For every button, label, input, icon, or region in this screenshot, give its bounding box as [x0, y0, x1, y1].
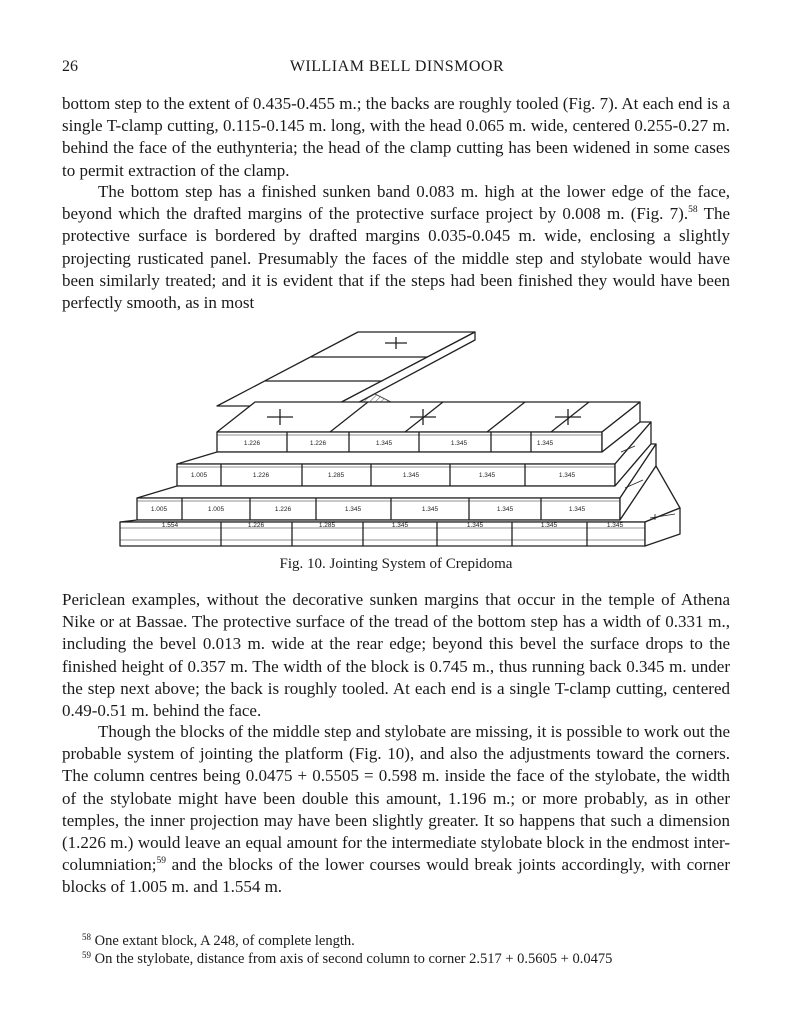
- bottom-step-label-4: 1.345: [344, 506, 362, 513]
- footnote-ref-59[interactable]: 59: [156, 856, 166, 867]
- page-number: 26: [62, 58, 78, 75]
- paragraph-3: Periclean examples, without the decorative sunken margins that occur in the temple of Athena Nike or at Bassae. The protective surface of the tread of the bottom step has a width of 0.331 m., including the bevel 0.013 m. wide at the rear edge; beyond this bevel the surface drops to the finished height of 0.357 m. The width of the block is 0.745 m., thus running back 0.345 m. under the step next above; the back is roughly tooled. At each end is a single T-clamp cutting, centered 0.49-0.51 m. behind the face.: [62, 590, 730, 721]
- paragraph-2-part-b: The protective surface is bordered by drafted margins 0.035-0.045 m. wide, enclosing a slightly projecting rusticated panel. Presumably the faces of the middle step and stylobate would have been similarly treated; and it is evident that if the steps had been finished they would have been perfectly smooth, as in most: [62, 204, 731, 313]
- paragraph-4-part-b: and the blocks of the lower courses would break joints accordingly, with corner blocks of 1.005 m. and 1.554 m.: [62, 855, 730, 897]
- bottom-step-label-5: 1.345: [421, 506, 439, 513]
- crepidoma-jointing-figure: [115, 328, 685, 558]
- middle-step-label-6: 1.345: [558, 472, 576, 479]
- euthynteria-label-4: 1.345: [391, 522, 409, 529]
- running-head: WILLIAM BELL DINSMOOR: [289, 58, 505, 75]
- bottom-step-label-3: 1.226: [274, 506, 292, 513]
- middle-step-label-2: 1.226: [252, 472, 270, 479]
- bottom-step-label-2: 1.005: [207, 506, 225, 513]
- footnote-58-mark: 58: [82, 932, 91, 942]
- footnote-59: [82, 950, 742, 968]
- footnote-59-text: On the stylobate, distance from axis of second column to corner 2.517 + 0.5605 + 0.0475: [94, 951, 613, 967]
- euthynteria-label-3: 1.285: [318, 522, 336, 529]
- footnote-ref-58[interactable]: 58: [688, 205, 698, 216]
- euthynteria-label-2: 1.226: [247, 522, 265, 529]
- middle-step-label-3: 1.285: [327, 472, 345, 479]
- footnote-59-mark: 59: [82, 950, 91, 960]
- paragraph-2: [62, 181, 730, 314]
- paragraph-4-part-a: Though the blocks of the middle step and stylobate are missing, it is possible to work out the probable system of jointing the platform (Fig. 10), and also the adjustments toward the corners. The column centres being 0.0475 + 0.5505 = 0.598 m. inside the face of the stylobate, the width of the stylobate might have been double this amount, 1.196 m.; or more probably, as in other temples, the inner projection may have been slightly greater. It so happens that such a dimension (1.226 m.) would leave an equal amount for the intermediate stylobate block in the endmost inter-columniation;: [62, 722, 730, 875]
- stylobate-label-4: 1.345: [450, 440, 468, 447]
- bottom-step-label-1: 1.005: [150, 506, 168, 513]
- euthynteria-label-5: 1.345: [466, 522, 484, 529]
- bottom-step-label-7: 1.345: [568, 506, 586, 513]
- middle-step-label-4: 1.345: [402, 472, 420, 479]
- figure-caption: Fig. 10. Jointing System of Crepidoma: [279, 556, 513, 572]
- stylobate-label-1: 1.226: [243, 440, 261, 447]
- stylobate-label-2: 1.226: [309, 440, 327, 447]
- footnote-58: [82, 932, 742, 950]
- euthynteria-label-6: 1.345: [540, 522, 558, 529]
- footnote-58-text: One extant block, A 248, of complete length.: [94, 933, 355, 949]
- paragraph-4: [62, 721, 730, 899]
- bottom-step-label-6: 1.345: [496, 506, 514, 513]
- stylobate-label-5: 1.345: [536, 440, 554, 447]
- euthynteria-label-7: 1.345: [606, 522, 624, 529]
- page-header: [62, 58, 732, 80]
- paragraph-2-part-a: The bottom step has a finished sunken band 0.083 m. high at the lower edge of the face, beyond which the drafted margins of the protective surface project by 0.008 m. (Fig. 7).: [62, 182, 730, 224]
- middle-step-label-5: 1.345: [478, 472, 496, 479]
- middle-step-label-1: 1.005: [190, 472, 208, 479]
- footnotes: [82, 932, 742, 968]
- stylobate-label-3: 1.345: [375, 440, 393, 447]
- paragraph-1: bottom step to the extent of 0.435-0.455 m.; the backs are roughly tooled (Fig. 7). At each end is a single T-clamp cutting, 0.115-0.145 m. long, with the head 0.065 m. wide, centered 0.255-0.27 m. behind the face of the euthynteria; the head of the clamp cutting has been widened in some cases to permit extraction of the clamp.: [62, 94, 730, 180]
- euthynteria-label-1: 1.554: [161, 522, 179, 529]
